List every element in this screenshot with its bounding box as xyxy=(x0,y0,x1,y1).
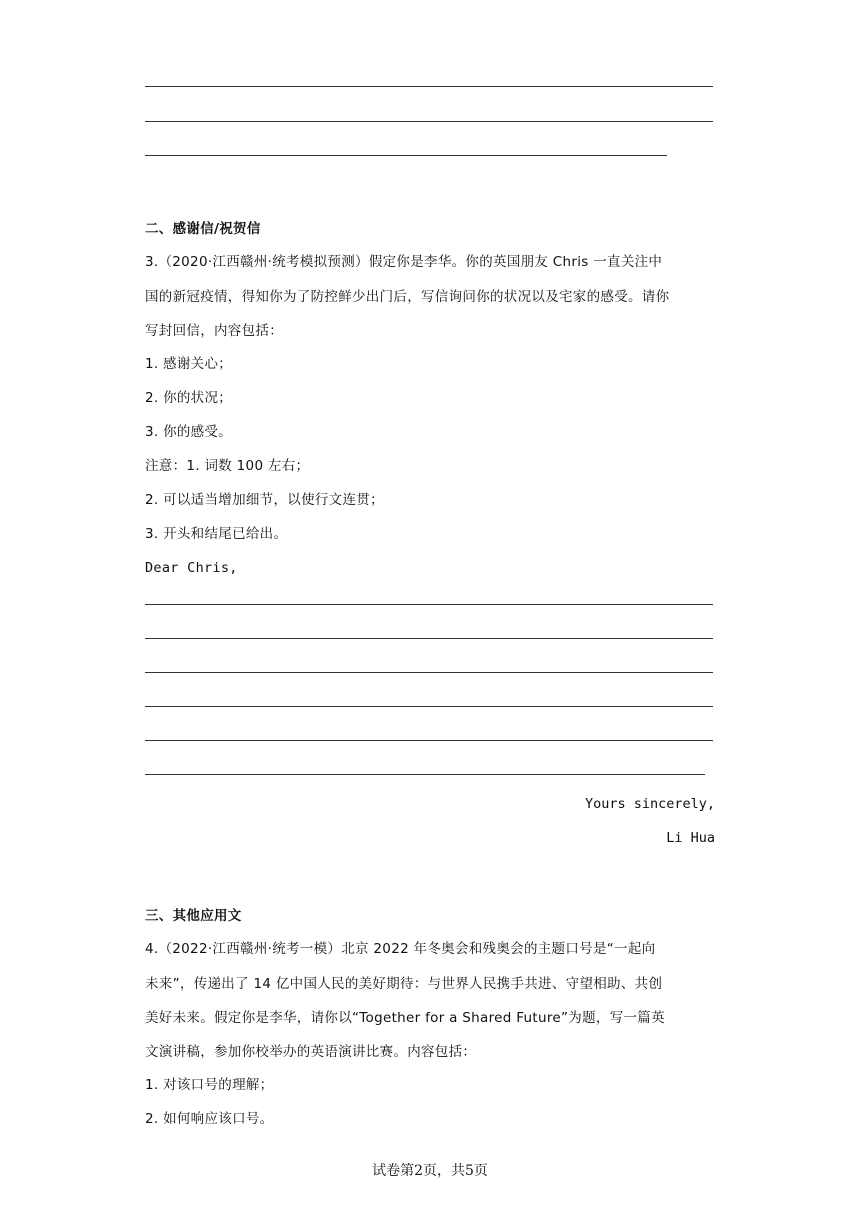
answer-line xyxy=(145,155,667,156)
question-3-line: 写封回信，内容包括： xyxy=(145,323,283,339)
section-3-heading: 三、其他应用文 xyxy=(145,908,242,924)
answer-line xyxy=(145,706,713,707)
answer-line xyxy=(145,638,713,639)
question-4-line: 文演讲稿，参加你校举办的英语演讲比赛。内容包括： xyxy=(145,1044,477,1060)
question-4-line: 美好未来。假定你是李华，请你以“Together for a Shared Future”为题，写一篇英 xyxy=(145,1010,665,1026)
question-4-line: 4.（2022·江西赣州·统考一模）北京 2022 年冬奥会和残奥会的主题口号是“一起向 xyxy=(145,941,656,957)
page-footer: 试卷第2页，共5页 xyxy=(372,1163,488,1179)
letter-closing: Yours sincerely, xyxy=(584,796,715,812)
answer-line xyxy=(145,86,713,87)
note-line: 2. 可以适当增加细节，以使行文连贯； xyxy=(145,492,384,508)
question-4-line: 未来”，传递出了 14 亿中国人民的美好期待：与世界人民携手共进、守望相助、共创 xyxy=(145,976,663,992)
content-point: 1. 感谢关心； xyxy=(145,356,233,372)
content-point: 2. 你的状况； xyxy=(145,390,233,406)
answer-line xyxy=(145,121,713,122)
section-2-heading: 二、感谢信/祝贺信 xyxy=(145,221,261,237)
letter-signature: Li Hua xyxy=(666,830,715,846)
answer-line xyxy=(145,672,713,673)
note-line: 注意：1. 词数 100 左右； xyxy=(145,458,310,474)
content-point: 2. 如何响应该口号。 xyxy=(145,1111,274,1127)
letter-salutation: Dear Chris, xyxy=(145,560,238,576)
question-3-line: 3.（2020·江西赣州·统考模拟预测）假定你是李华。你的英国朋友 Chris 一直关注中 xyxy=(145,254,663,270)
content-point: 3. 你的感受。 xyxy=(145,424,233,440)
question-3-line: 国的新冠疫情，得知你为了防控鲜少出门后，写信询问你的状况以及宅家的感受。请你 xyxy=(145,289,670,305)
content-point: 1. 对该口号的理解； xyxy=(145,1077,274,1093)
answer-line xyxy=(145,774,705,775)
answer-line xyxy=(145,604,713,605)
note-line: 3. 开头和结尾已给出。 xyxy=(145,526,288,542)
answer-line xyxy=(145,740,713,741)
